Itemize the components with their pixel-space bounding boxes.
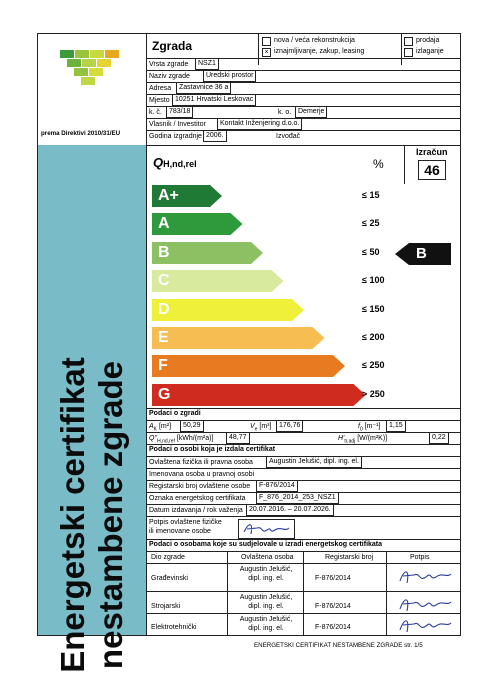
logo-area — [38, 34, 146, 146]
participant-signature — [394, 614, 454, 635]
title-panel — [38, 145, 146, 673]
type-label: Vrsta zgrade — [149, 61, 189, 68]
type-value: NSZ1 — [195, 58, 219, 70]
participant-person-1: Augustin Jelušić, — [239, 566, 293, 573]
checkbox-display[interactable] — [404, 48, 413, 57]
f0-label: $f_0$ [m⁻¹] — [358, 423, 381, 433]
participant-person-1: Augustin Jelušić, — [239, 594, 293, 601]
col-sign: Potpis — [410, 554, 430, 561]
checkbox-sale[interactable] — [404, 37, 413, 46]
participant-signature — [394, 593, 454, 615]
sign-label-2: ili imenovane osobe — [149, 528, 211, 535]
title-line-2: nestambene zgrade — [92, 360, 129, 670]
checkbox-new[interactable] — [262, 37, 271, 46]
kc-value: 783/18 — [166, 106, 193, 118]
issuer-responsible-label: Imenovana osoba u pravnoj osobi — [149, 471, 255, 478]
name-value: Uredski prostor — [203, 70, 256, 82]
issuer-reg-value: F-876/2014 — [256, 480, 298, 492]
place-value: 10251 Hrvatski Leskovac — [172, 94, 256, 106]
ko-label: k. o. — [278, 109, 292, 116]
energy-class-bar — [152, 185, 222, 207]
date-label: Datum izdavanja / rok važenja — [149, 507, 243, 514]
issuer-person-label: Ovlaštena fizička ili pravna osoba — [149, 459, 253, 466]
energy-class-label: B — [158, 243, 170, 261]
energy-class-bar — [152, 299, 304, 321]
col-part: Dio zgrade — [151, 554, 185, 561]
energy-class-label: D — [158, 300, 170, 318]
participant-signature — [394, 565, 454, 587]
energy-class-bar — [152, 384, 366, 406]
energy-class-label: F — [158, 357, 168, 375]
issuer-signature-box — [238, 519, 295, 539]
calc-label: Izračun — [416, 147, 448, 157]
energy-class-limit: ≤ 150 — [362, 303, 385, 314]
date-value: 20.07.2016. – 20.07.2026. — [246, 504, 334, 516]
page-footer: ENERGETSKI CERTIFIKAT NESTAMBENE ZGRADE str. 1/5 — [254, 642, 423, 649]
participant-person-2: dipl. ing. el. — [248, 625, 284, 632]
year-value: 2006. — [203, 130, 227, 142]
energy-class-limit: > 250 — [362, 388, 385, 399]
sign-label-1: Potpis ovlaštene fizičke — [149, 519, 222, 526]
ak-value: 50,29 — [180, 420, 204, 432]
energy-class-bar — [152, 355, 345, 377]
building-heading: Zgrada — [152, 39, 193, 53]
owner-label: Vlasnik / Investitor — [149, 121, 206, 128]
directive-label: prema Direktivi 2010/31/EU — [41, 130, 121, 137]
energy-class-label: A — [158, 215, 170, 233]
energy-class-label: A+ — [158, 187, 179, 204]
col-person: Ovlaštena osoba — [241, 554, 294, 561]
address-label: Adresa — [149, 85, 172, 92]
left-panel — [38, 34, 147, 673]
participant-person-2: dipl. ing. el. — [248, 603, 284, 610]
ko-value: Demerje — [295, 106, 327, 118]
participant-reg: F-876/2014 — [315, 575, 351, 582]
participant-reg: F-876/2014 — [315, 624, 351, 631]
title-line-1: Energetski certifikat — [54, 357, 91, 673]
h-value: 0,22 — [429, 432, 449, 444]
cert-label: Oznaka energetskog certifikata — [149, 495, 246, 502]
issuer-signature — [239, 520, 294, 538]
energy-class-limit: ≤ 15 — [362, 190, 380, 200]
checkbox-rent[interactable]: × — [262, 48, 271, 57]
energy-class-bar — [152, 242, 263, 264]
participant-part: Građevinski — [151, 575, 188, 582]
issuer-person-value: Augustin Jelušić, dipl. ing. el. — [266, 456, 362, 468]
issuer-reg-label: Registarski broj ovlaštene osobe — [149, 483, 251, 490]
f0-value: 1,15 — [386, 420, 406, 432]
name-label: Naziv zgrade — [149, 73, 190, 80]
energy-class-limit: ≤ 200 — [362, 332, 385, 342]
q-ref-value: 48,77 — [226, 432, 250, 444]
ve-label: $V_e$ [m³] — [250, 423, 272, 433]
certificate-logo — [38, 34, 146, 129]
participant-part: Strojarski — [151, 603, 181, 610]
energy-class-bar — [152, 270, 284, 292]
kc-label: k. č. — [149, 109, 162, 116]
participant-person-2: dipl. ing. el. — [248, 575, 284, 582]
energy-class-label: G — [158, 385, 171, 403]
q-symbol: QH,nd,rel — [153, 155, 197, 170]
energy-class-limit: ≤ 100 — [362, 275, 385, 286]
energy-class-limit: ≤ 250 — [362, 360, 385, 371]
participant-person-1: Augustin Jelušić, — [239, 616, 293, 623]
q-ref-label: $Q''_{H,nd,ref}$ [kWh/(m²a)] — [149, 435, 214, 445]
energy-class-label: E — [158, 329, 169, 346]
participant-reg: F-876/2014 — [315, 603, 351, 610]
vertical-title — [54, 357, 130, 672]
ak-label: $A_K$ [m²] — [149, 423, 172, 433]
calc-value: 46 — [418, 160, 446, 180]
col-reg: Registarski broj — [325, 554, 374, 561]
participants-heading: Podaci o osobama koje su sudjelovale u izradi energetskog certifikata — [149, 541, 383, 548]
cert-value: F_876_2014_253_NSZ1 — [256, 492, 339, 504]
contractor-label: Izvođač — [276, 133, 301, 140]
option-rent-label: iznajmljivanje, zakup, leasing — [274, 48, 365, 55]
issuer-heading: Podaci o osobi koja je izdala certifikat — [149, 446, 276, 453]
address-value: Zastavnice 36 a — [176, 82, 231, 94]
percent-unit: % — [373, 157, 384, 171]
energy-class-bar — [152, 327, 325, 349]
option-display-label: izlaganje — [416, 48, 444, 55]
current-class-label: B — [416, 245, 427, 262]
option-sale-label: prodaja — [416, 37, 440, 44]
energy-class-limit: ≤ 50 — [362, 246, 380, 257]
owner-value: Kontakt Inženjering d.o.o. — [217, 118, 302, 130]
year-label: Godina izgradnje — [149, 133, 202, 140]
ve-value: 176,76 — [276, 420, 303, 432]
building-data-heading: Podaci o zgradi — [149, 410, 201, 417]
place-label: Mjesto — [149, 97, 170, 104]
energy-class-label: C — [158, 272, 170, 290]
h-label: $H'_{tr,adj}$ [W/(m²K)] — [338, 435, 388, 445]
option-new-label: nova / veća rekonstrukcija — [274, 37, 355, 44]
energy-class-bar — [152, 213, 243, 235]
participant-part: Elektrotehnički — [151, 624, 197, 631]
energy-class-limit: ≤ 25 — [362, 218, 380, 229]
